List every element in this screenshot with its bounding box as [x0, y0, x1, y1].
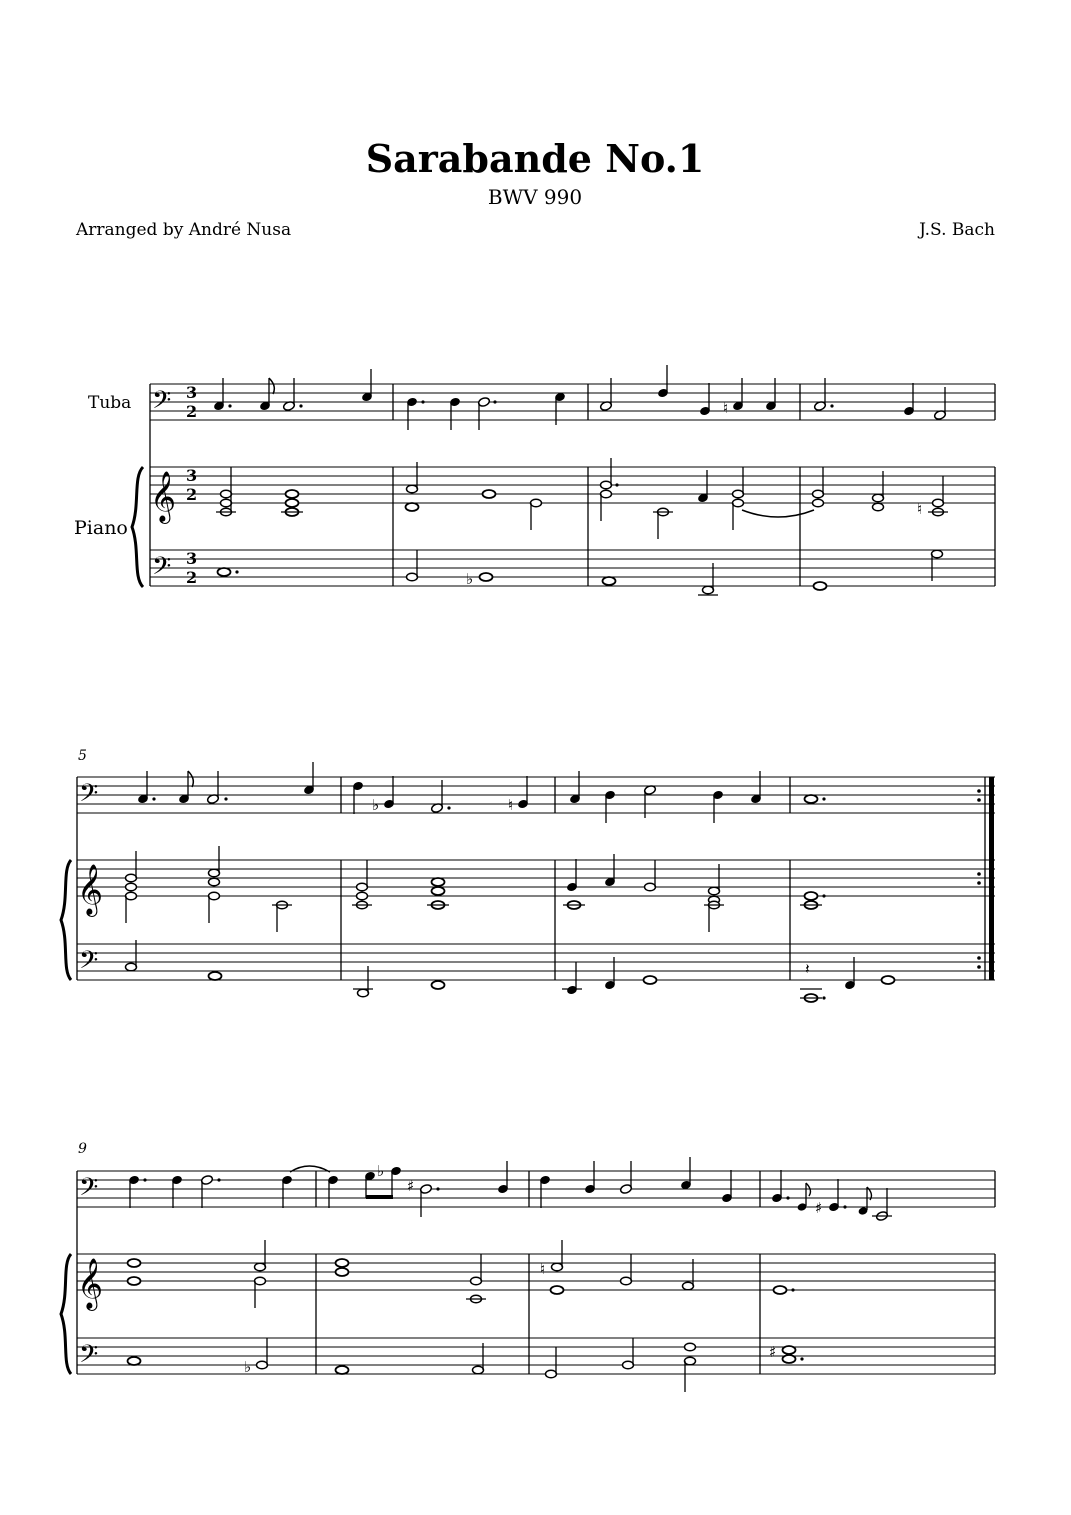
piano-rh-notes-1 [216, 458, 948, 539]
piano-brace [132, 467, 143, 587]
instrument-name-piano: Piano [74, 517, 128, 539]
svg-text:♮: ♮ [917, 500, 923, 518]
piece-subtitle: BWV 990 [487, 185, 583, 209]
bass-clef-icon: 𝄢 [79, 1340, 99, 1375]
bass-clef-icon: 𝄢 [79, 779, 99, 814]
system-2 [61, 762, 995, 1002]
piano-treble-staff-1 [150, 467, 995, 503]
time-signature-top: 3 [186, 466, 198, 485]
svg-text:♮: ♮ [540, 1260, 546, 1278]
svg-text:♭: ♭ [244, 1358, 252, 1376]
tuba-notes-2 [137, 762, 826, 823]
svg-text:𝄽: 𝄽 [805, 960, 810, 978]
bass-clef-icon: 𝄢 [152, 386, 172, 421]
piano-rh-notes-3 [128, 1240, 795, 1308]
piece-title: Sarabande No.1 [365, 136, 705, 181]
svg-text:♭: ♭ [466, 570, 474, 588]
system-3 [61, 1157, 995, 1392]
treble-clef-icon: 𝄞 [77, 864, 104, 915]
arranger-credit: Arranged by André Nusa [76, 220, 292, 240]
system-1 [132, 365, 995, 595]
bass-clef-icon: 𝄢 [79, 946, 99, 981]
piano-treble-staff-3 [77, 1254, 995, 1290]
piano-brace [61, 1254, 71, 1374]
bass-clef-icon: 𝄢 [79, 1173, 99, 1208]
piano-rh-notes-2 [126, 846, 826, 932]
treble-clef-icon: 𝄞 [150, 471, 177, 522]
svg-text:♯: ♯ [407, 1177, 415, 1195]
measure-number-5: 5 [78, 748, 87, 764]
svg-text:♭: ♭ [372, 796, 380, 814]
time-signature-bottom: 2 [186, 568, 198, 587]
piano-lh-notes-1 [218, 550, 943, 595]
svg-text:♯: ♯ [769, 1343, 777, 1361]
time-signature-bottom: 2 [186, 485, 198, 504]
time-signature-bottom: 2 [186, 402, 198, 421]
bass-clef-icon: 𝄢 [152, 552, 172, 587]
piano-brace [61, 860, 71, 980]
svg-text:♮: ♮ [508, 796, 514, 814]
tuba-staff-3 [77, 1171, 995, 1207]
time-signature-top: 3 [186, 549, 198, 568]
composer-credit: J.S. Bach [919, 220, 995, 240]
instrument-name-tuba: Tuba [88, 393, 132, 413]
tuba-staff-1 [150, 384, 995, 420]
measure-number-9: 9 [78, 1141, 87, 1157]
piano-bass-staff-3 [77, 1338, 995, 1374]
treble-clef-icon: 𝄞 [77, 1258, 104, 1309]
svg-text:♯: ♯ [815, 1199, 823, 1217]
piano-bass-staff-1 [150, 550, 995, 586]
svg-text:♮: ♮ [723, 399, 729, 417]
svg-text:♭: ♭ [377, 1162, 385, 1180]
time-signature-top: 3 [186, 383, 198, 402]
